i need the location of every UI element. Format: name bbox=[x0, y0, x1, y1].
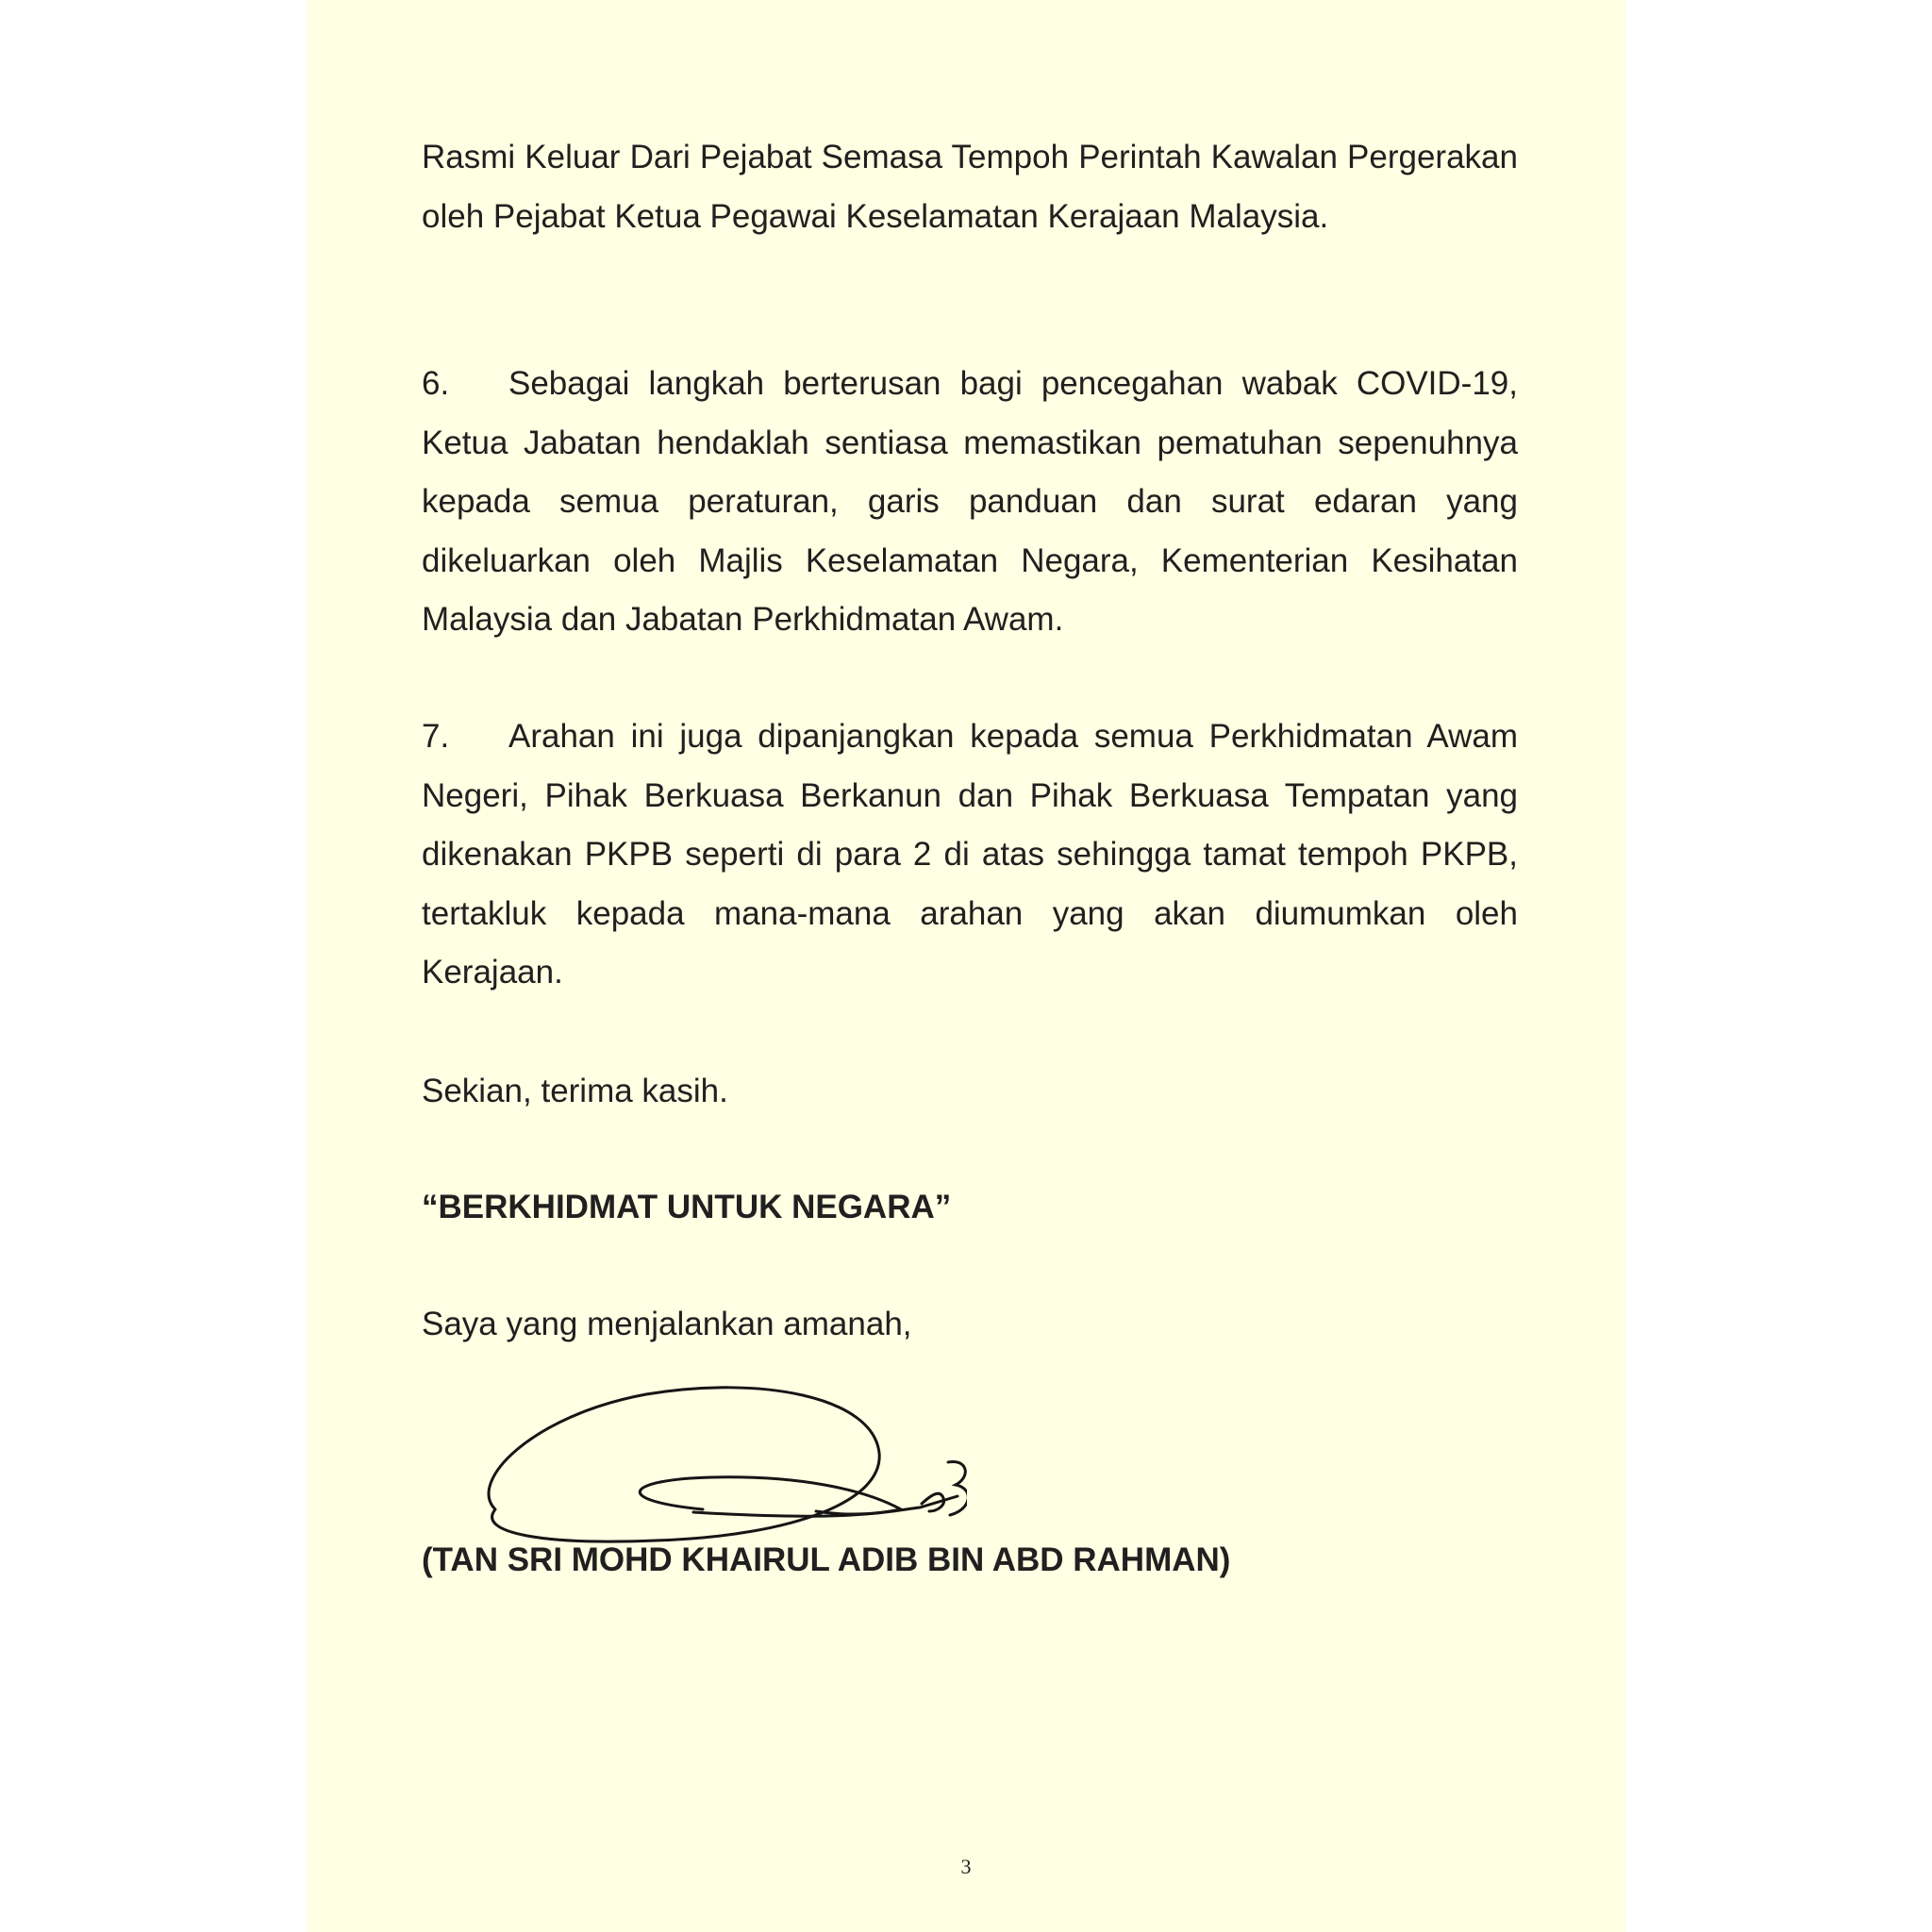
motto: “BERKHIDMAT UNTUK NEGARA” bbox=[422, 1189, 952, 1225]
signatory-name: (TAN SRI MOHD KHAIRUL ADIB BIN ABD RAHMAN) bbox=[422, 1541, 1231, 1578]
page-number: 3 bbox=[960, 1855, 972, 1878]
paragraph-6-number: 6. bbox=[422, 365, 450, 402]
intro-paragraph: Rasmi Keluar Dari Pejabat Semasa Tempoh Perintah Kawalan Pergerakan oleh Pejabat Ketua Pegawai Keselamatan Kerajaan Malaysia. bbox=[422, 139, 1518, 235]
paragraph-7-number: 7. bbox=[422, 718, 450, 755]
paragraph-7 bbox=[422, 708, 1518, 1003]
paragraph-7-text: Arahan ini juga dipanjangkan kepada semua Perkhidmatan Awam Negeri, Pihak Berkuasa Berkanun dan Pihak Berkuasa Tempatan yang dikenakan PKPB seperti di para 2 di atas sehingga tamat tempoh PKPB, tertakluk kepada mana-mana arahan yang akan diumumkan oleh Kerajaan. bbox=[422, 718, 1518, 991]
signoff-text: Saya yang menjalankan amanah, bbox=[422, 1306, 912, 1342]
signature-image bbox=[458, 1368, 967, 1547]
paragraph-6 bbox=[422, 355, 1518, 650]
closing-text: Sekian, terima kasih. bbox=[422, 1073, 728, 1109]
paragraph-6-text: Sebagai langkah berterusan bagi pencegahan wabak COVID-19, Ketua Jabatan hendaklah sentiasa memastikan pematuhan sepenuhnya kepada semua peraturan, garis panduan dan surat edaran yang dikeluarkan oleh Majlis Keselamatan Negara, Kementerian Kesihatan Malaysia dan Jabatan Perkhidmatan Awam. bbox=[422, 365, 1518, 638]
document-page bbox=[307, 0, 1625, 1932]
